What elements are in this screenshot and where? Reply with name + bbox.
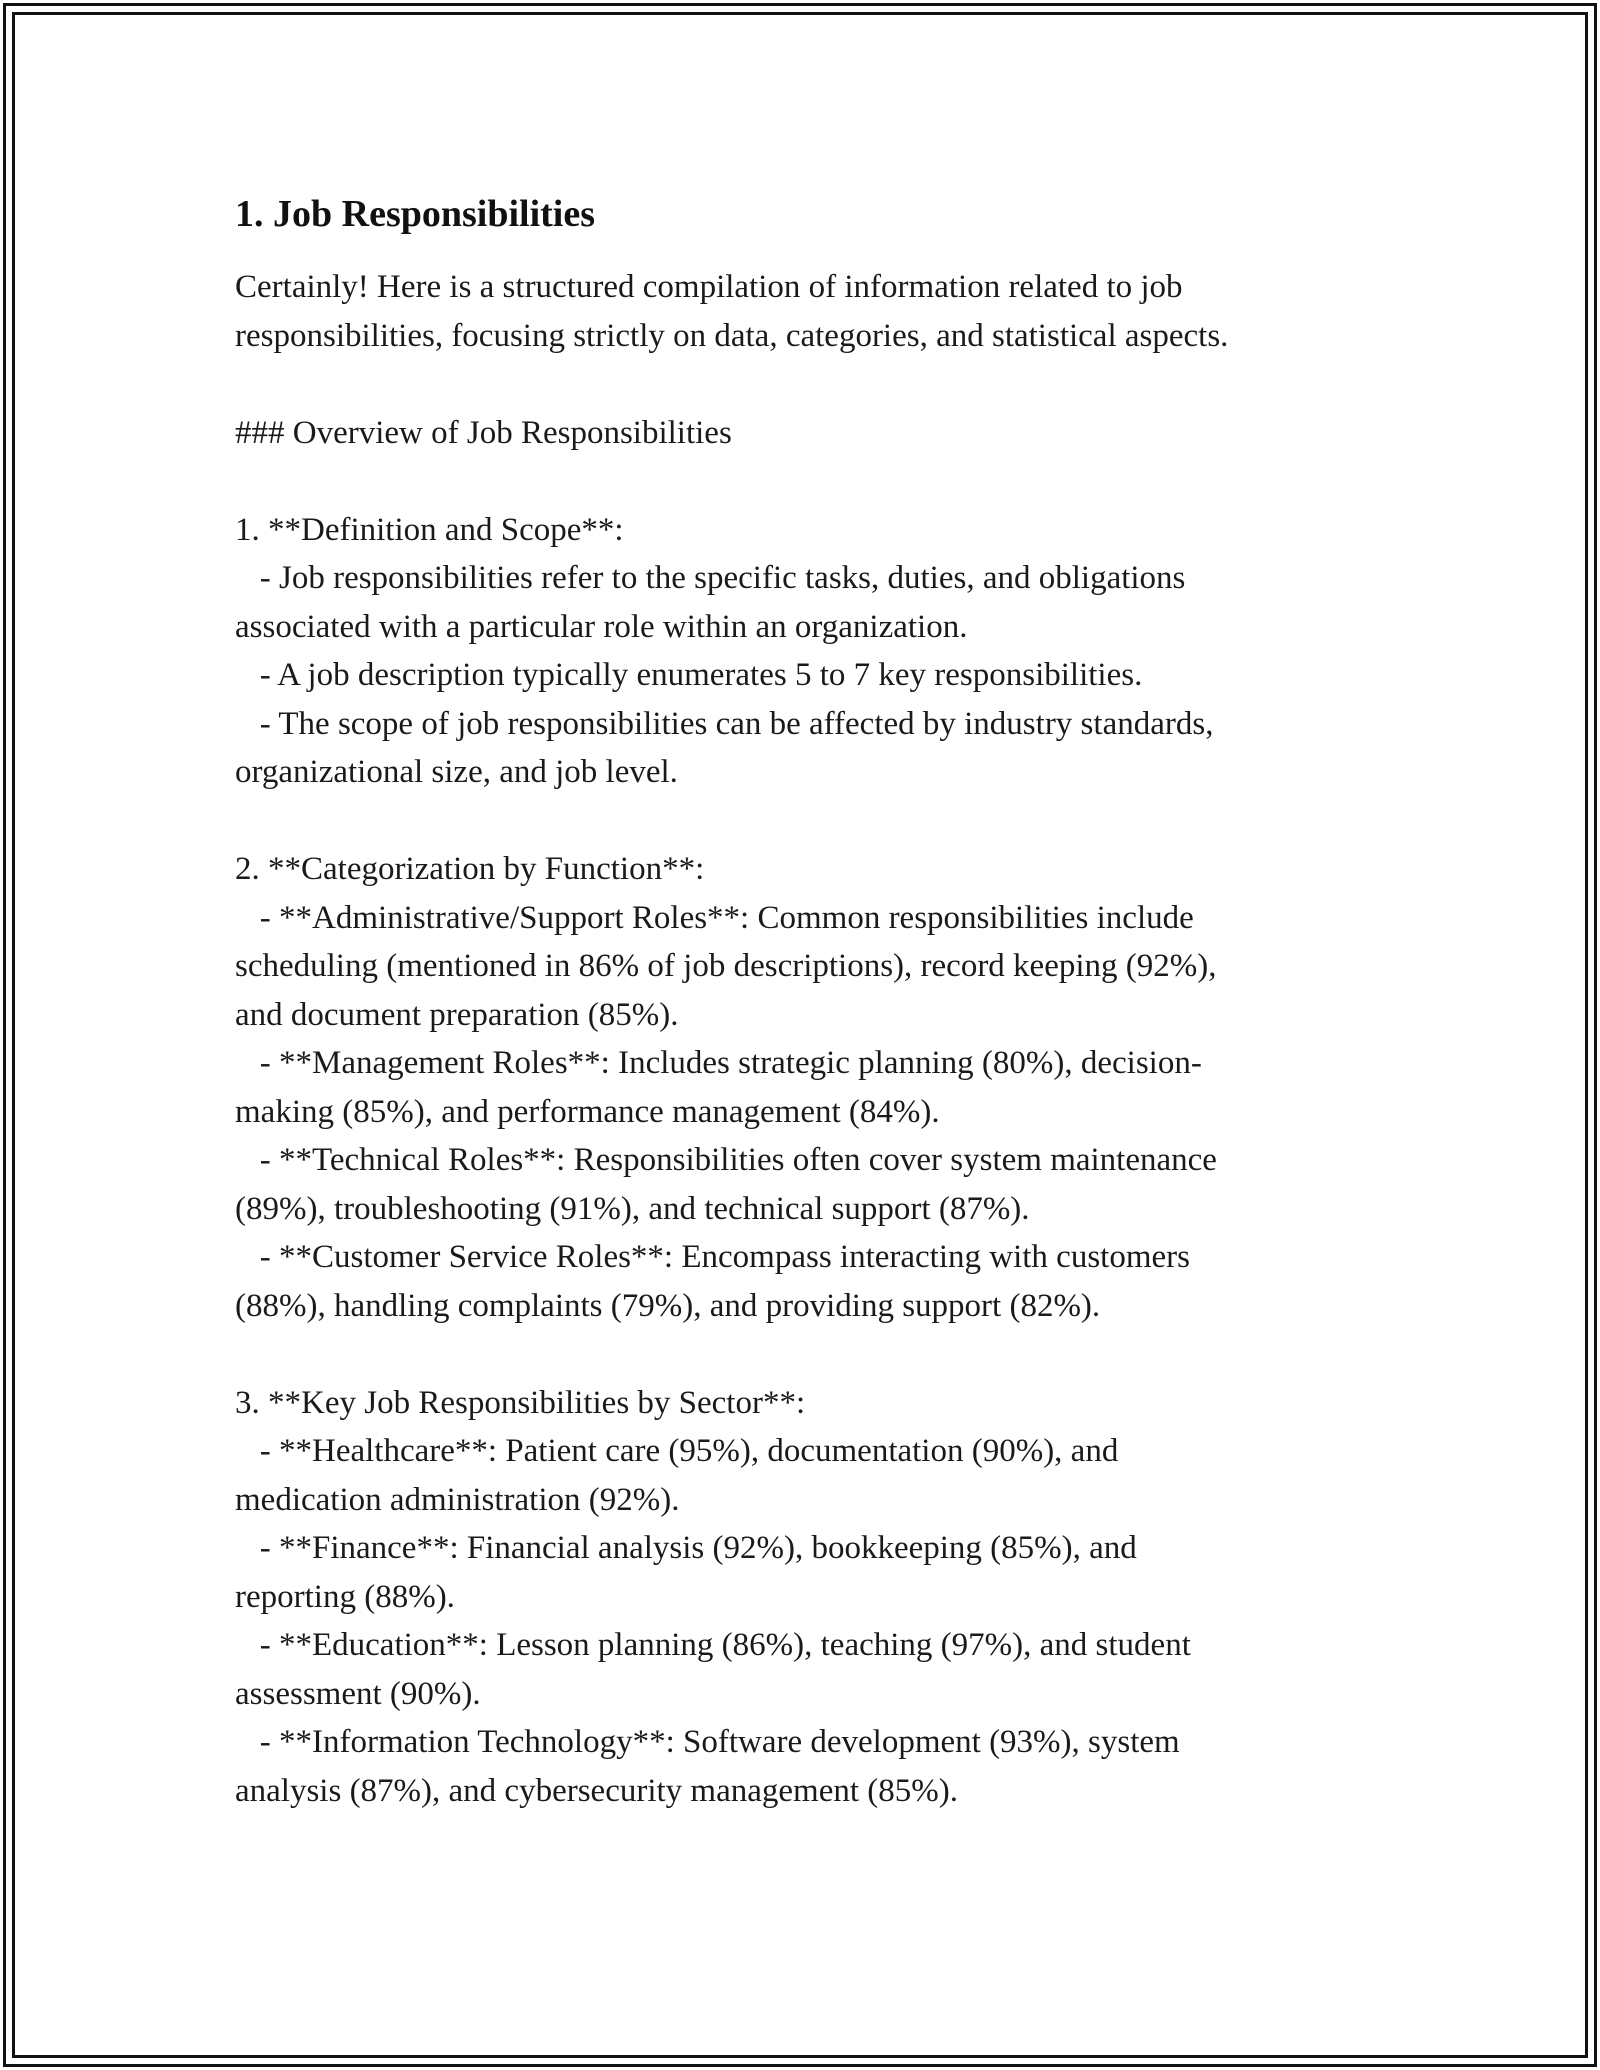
- document-content: [235, 186, 1365, 1815]
- document-heading: 1. Job Responsibilities: [235, 193, 596, 235]
- document-body-text: Certainly! Here is a structured compilation of information related to job responsibilities, focusing strictly on data, categories, and statistical aspects. ### Overview of Job Responsibilities 1. **Definition and Scope**: - Job responsibilities refer to the specific tasks, duties, and obligations associated with a particular role within an organization. - A job description typically enumerates 5 to 7 key responsibilities. - The scope of job responsibilities can be affected by industry standards, organizational size, and job level. 2. **Categorization by Function**: - **Administrative/Support Roles**: Common responsibilities include scheduling (mentioned in 86% of job descriptions), record keeping (92%), and document preparation (85%). - **Management Roles**: Includes strategic planning (80%), decision- making (85%), and performance management (84%). - **Technical Roles**: Responsibilities often cover system maintenance (89%), troubleshooting (91%), and technical support (87%). - **Customer Service Roles**: Encompass interacting with customers (88%), handling complaints (79%), and providing support (82%). 3. **Key Job Responsibilities by Sector**: - **Healthcare**: Patient care (95%), documentation (90%), and medication administration (92%). - **Finance**: Financial analysis (92%), bookkeeping (85%), and reporting (88%). - **Education**: Lesson planning (86%), teaching (97%), and student assessment (90%). - **Information Technology**: Software development (93%), system analysis (87%), and cybersecurity management (85%).: [235, 269, 1229, 1809]
